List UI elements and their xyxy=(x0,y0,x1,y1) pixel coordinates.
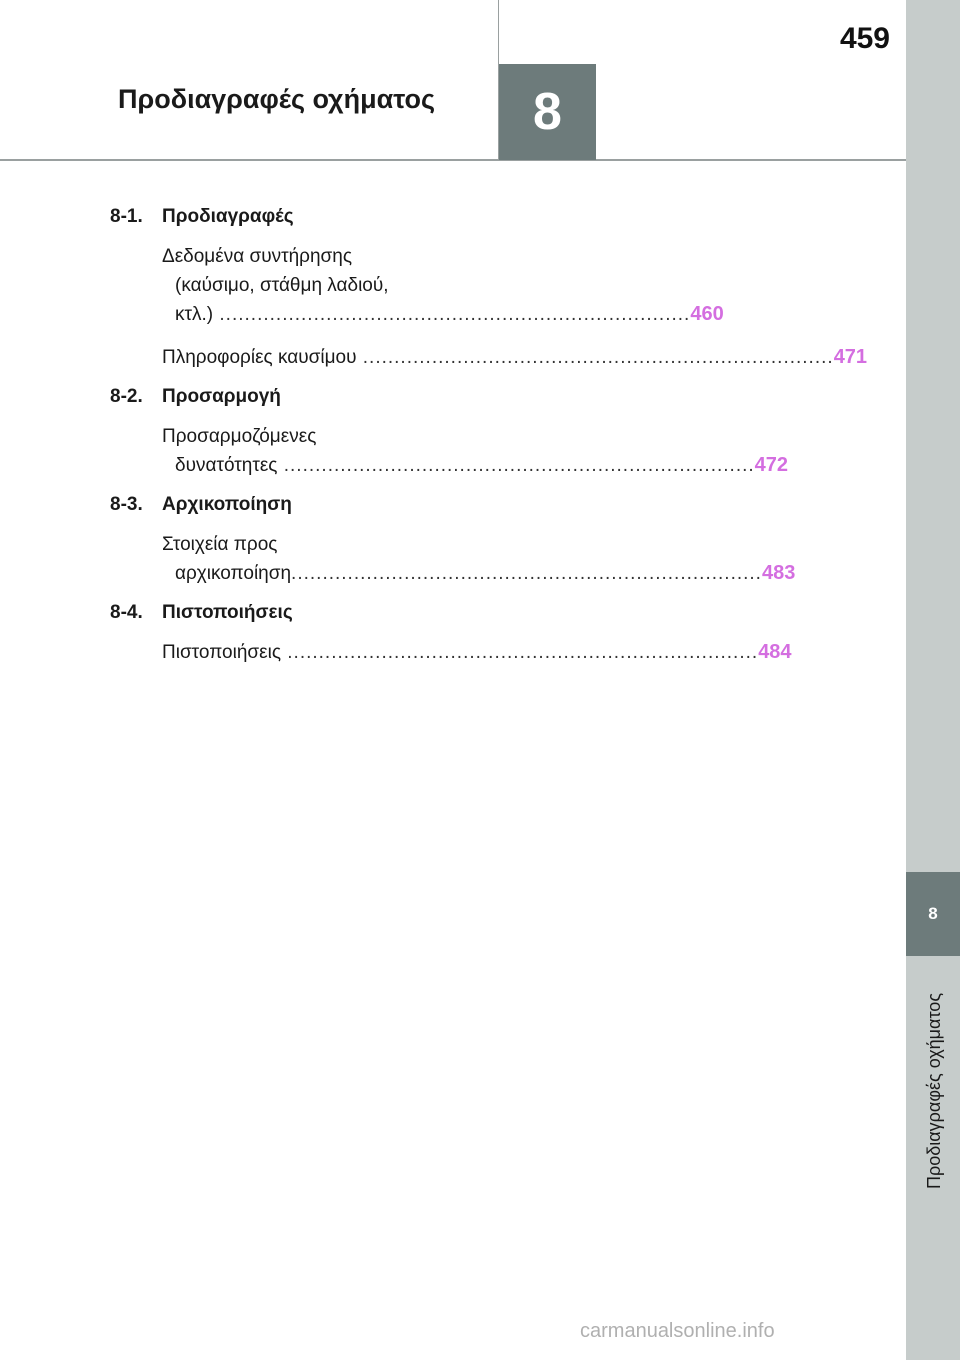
watermark: carmanualsonline.info xyxy=(580,1320,775,1342)
page-link[interactable]: 460 xyxy=(690,303,724,325)
toc-section-8-2 xyxy=(110,386,789,480)
entry-text: Πληροφορίες καυσίμου xyxy=(162,347,357,368)
section-title: Προσαρμογή xyxy=(162,386,281,407)
dot-leader: ........................................................................... xyxy=(277,455,755,476)
toc-section-8-4 xyxy=(110,602,792,667)
section-heading xyxy=(110,386,470,408)
chapter-number-box: 8 xyxy=(499,64,596,160)
entry-text: Στοιχεία προς xyxy=(162,534,278,555)
entry-text: Πιστοποιήσεις xyxy=(162,642,281,663)
page-link[interactable]: 472 xyxy=(754,454,789,476)
entry-text: (καύσιμο, στάθμη λαδιού, xyxy=(175,275,389,296)
dot-leader: ........................................................................... xyxy=(280,642,759,663)
section-title: Αρχικοποίηση xyxy=(162,494,292,515)
entry-text: Προσαρμοζόμενες xyxy=(162,426,317,447)
entry-text: κτλ.) xyxy=(175,304,214,325)
page-link[interactable]: 484 xyxy=(758,641,792,663)
section-number: 8-4. xyxy=(110,602,143,623)
entry-text: δυνατότητες xyxy=(175,455,278,476)
section-number: 8-3. xyxy=(110,494,143,515)
section-title: Προδιαγραφές xyxy=(162,206,294,227)
dot-leader: ........................................................................... xyxy=(291,563,762,584)
toc-section-8-3 xyxy=(110,494,796,588)
section-heading xyxy=(110,494,470,516)
entry-text: αρχικοποίηση xyxy=(175,563,292,584)
toc-entry[interactable] xyxy=(162,422,789,480)
table-of-contents xyxy=(110,206,868,681)
entry-text: Δεδομένα συντήρησης xyxy=(162,246,352,267)
toc-entry[interactable] xyxy=(162,638,792,667)
chapter-title: Προδιαγραφές οχήματος xyxy=(118,84,436,114)
section-heading xyxy=(110,206,470,228)
page-link[interactable]: 483 xyxy=(761,562,796,584)
page-number: 459 xyxy=(839,22,890,55)
side-tab-number[interactable]: 8 xyxy=(906,872,960,956)
section-number: 8-2. xyxy=(110,386,143,407)
side-tab-label xyxy=(914,966,954,1216)
toc-section-8-1 xyxy=(110,206,868,372)
section-title: Πιστοποιήσεις xyxy=(162,602,293,623)
dot-leader: ........................................................................... xyxy=(213,304,691,325)
side-tab-label-text: Προδιαγραφές οχήματος xyxy=(923,993,944,1189)
dot-leader: ........................................................................... xyxy=(356,347,834,368)
section-heading xyxy=(110,602,470,624)
section-number: 8-1. xyxy=(110,206,143,227)
toc-entry[interactable] xyxy=(162,242,724,329)
page-link[interactable]: 471 xyxy=(833,346,868,368)
toc-entry[interactable] xyxy=(162,530,796,588)
toc-entry[interactable] xyxy=(162,343,868,372)
header-divider-horizontal xyxy=(0,159,906,161)
